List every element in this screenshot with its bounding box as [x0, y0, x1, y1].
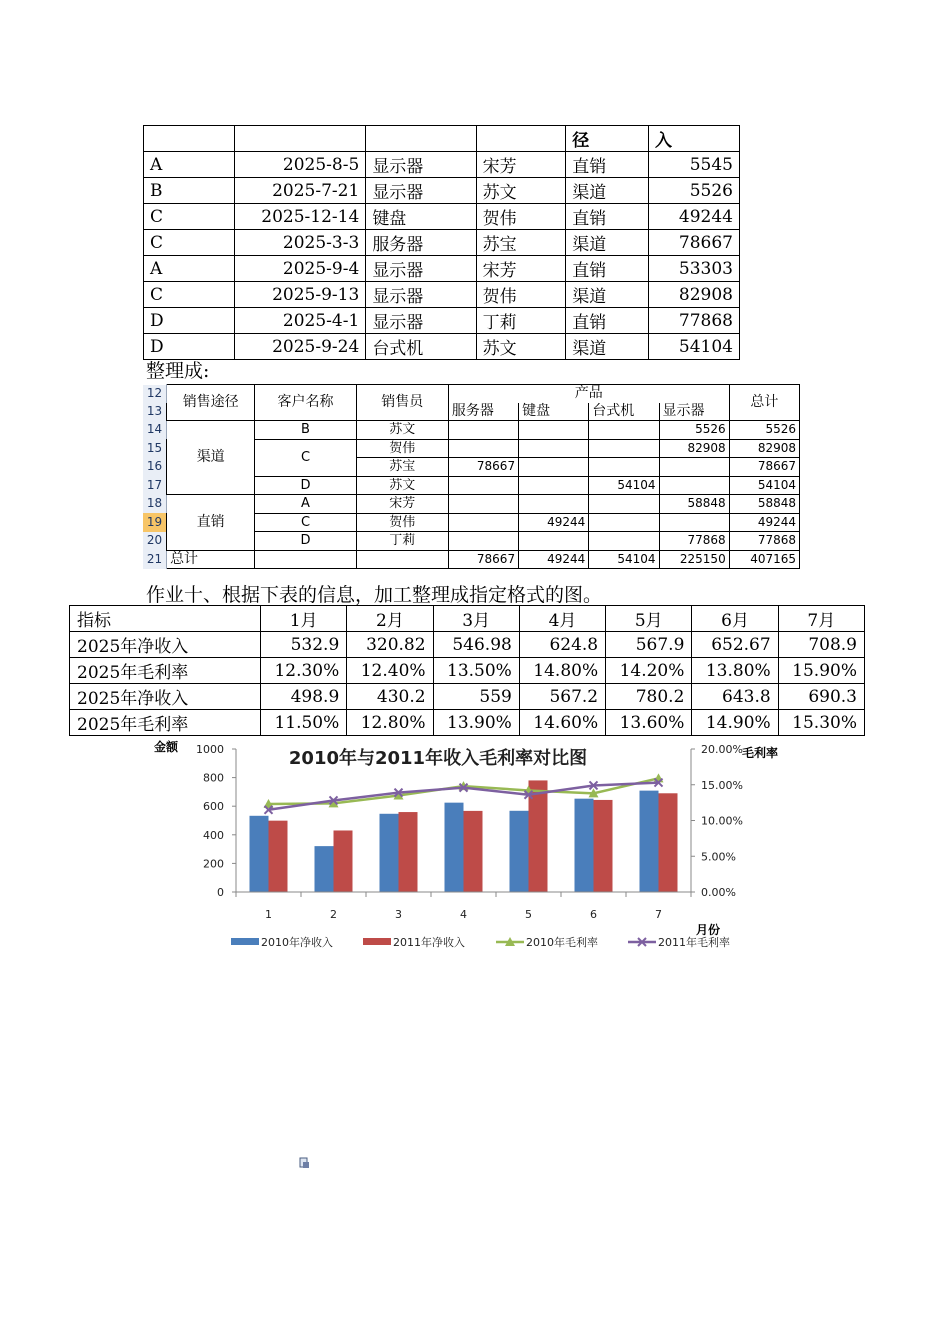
- total-cell: 78667: [729, 458, 799, 477]
- header-customer: 客户名称: [255, 385, 356, 421]
- table2-cell: 11.50%: [261, 710, 347, 736]
- row-number: 20: [143, 532, 167, 551]
- bar-series2: [594, 800, 613, 892]
- table1-cell: 直销: [566, 308, 649, 334]
- x-tick-label: 6: [590, 908, 597, 921]
- salesperson-cell: 苏宝: [356, 458, 448, 477]
- table-row: [70, 658, 865, 684]
- table1-cell: C: [144, 282, 235, 308]
- revenue-margin-table: [69, 605, 865, 736]
- table2-cell: 14.90%: [692, 710, 778, 736]
- table2-cell: 624.8: [519, 632, 605, 658]
- bar-series1: [315, 846, 334, 892]
- x-tick-label: 3: [395, 908, 402, 921]
- table2-header-cell: 5月: [606, 606, 692, 632]
- table2-cell: 532.9: [261, 632, 347, 658]
- desktop-cell: [589, 439, 659, 458]
- desktop-cell: [589, 532, 659, 551]
- total-cell: 54104: [729, 476, 799, 495]
- table1-cell: 直销: [566, 256, 649, 282]
- legend-label: 2010年净收入: [261, 936, 333, 949]
- homework-title: 作业十、根据下表的信息，加工整理成指定格式的图。: [146, 584, 603, 606]
- table1-cell: 2025-8-5: [235, 152, 366, 178]
- grand-total-label: 总计: [167, 550, 255, 569]
- table1-cell: 苏文: [476, 334, 566, 360]
- table-row: [70, 632, 865, 658]
- table-row: [70, 710, 865, 736]
- table2-cell: 559: [433, 684, 519, 710]
- revenue-margin-chart: [148, 737, 798, 959]
- channel-cell: 直销: [167, 495, 255, 551]
- table1-cell: 2025-4-1: [235, 308, 366, 334]
- desktop-cell: [589, 513, 659, 532]
- legend-swatch: [231, 938, 259, 945]
- monitor-cell: [659, 513, 729, 532]
- y-tick-label: 0: [217, 886, 224, 899]
- x-axis-label: 月份: [696, 923, 721, 937]
- x-tick-label: 5: [525, 908, 532, 921]
- table1-cell: C: [144, 204, 235, 230]
- table2-cell: 14.60%: [519, 710, 605, 736]
- table2-cell: 690.3: [778, 684, 864, 710]
- server-cell: [448, 532, 518, 551]
- table1-cell: 键盘: [366, 204, 476, 230]
- y-tick-label: 400: [203, 828, 224, 842]
- table-row: [144, 230, 740, 256]
- salesperson-cell: 苏文: [356, 421, 448, 440]
- monitor-cell: 82908: [659, 439, 729, 458]
- table1-cell: 宋芳: [476, 256, 566, 282]
- table1-cell: 苏宝: [476, 230, 566, 256]
- keyboard-cell: [519, 421, 589, 440]
- table2-cell: 652.67: [692, 632, 778, 658]
- marker-triangle: [654, 773, 664, 782]
- legend-label: 2010年毛利率: [526, 936, 598, 949]
- monitor-cell: 5526: [659, 421, 729, 440]
- desktop-cell: [589, 421, 659, 440]
- table2-cell: 320.82: [347, 632, 433, 658]
- header-total: 总计: [729, 385, 799, 421]
- table1-cell: A: [144, 256, 235, 282]
- table1-cell: 2025-12-14: [235, 204, 366, 230]
- chart-title: 2010年与2011年收入毛利率对比图: [288, 748, 588, 769]
- table2-header-cell: 3月: [433, 606, 519, 632]
- table2-cell: 708.9: [778, 632, 864, 658]
- table-row: [144, 282, 740, 308]
- table1-cell: 53303: [649, 256, 740, 282]
- table1-cell: 49244: [649, 204, 740, 230]
- table1-cell: 82908: [649, 282, 740, 308]
- table1-cell: 直销: [566, 152, 649, 178]
- table1-cell: 78667: [649, 230, 740, 256]
- header-monitor: 显示器: [659, 403, 729, 421]
- header-salesperson: 销售员: [356, 385, 448, 421]
- table2-cell: 2025年毛利率: [70, 710, 261, 736]
- x-tick-label: 1: [265, 908, 272, 921]
- bar-series1: [445, 803, 464, 892]
- arranged-label: 整理成:: [146, 360, 210, 382]
- y2-tick-label: 15.00%: [701, 778, 743, 792]
- table1-cell: 77868: [649, 308, 740, 334]
- table1-cell: 显示器: [366, 178, 476, 204]
- keyboard-cell: [519, 476, 589, 495]
- total-cell: 49244: [729, 513, 799, 532]
- table1-cell: A: [144, 152, 235, 178]
- y2-axis-label: 毛利率: [742, 746, 779, 760]
- row-number: 16: [143, 458, 167, 477]
- table2-header-cell: 7月: [778, 606, 864, 632]
- table1-cell: 54104: [649, 334, 740, 360]
- table-row: [144, 204, 740, 230]
- table1-header-cell: [144, 126, 235, 152]
- table1-cell: 渠道: [566, 230, 649, 256]
- x-tick-label: 2: [330, 908, 337, 921]
- y2-tick-label: 0.00%: [701, 886, 736, 899]
- table1-cell: D: [144, 334, 235, 360]
- row-number: 13: [143, 403, 167, 421]
- monitor-cell: 77868: [659, 532, 729, 551]
- total-cell: 5526: [729, 421, 799, 440]
- table1-header-cell: [476, 126, 566, 152]
- row-number-selected[interactable]: 19: [143, 513, 167, 532]
- table2-cell: 2025年净收入: [70, 684, 261, 710]
- table1-header-cell: 入: [649, 126, 740, 152]
- table-row: [144, 334, 740, 360]
- table-row: [144, 308, 740, 334]
- table1-header-row: [144, 126, 740, 152]
- table1-cell: C: [144, 230, 235, 256]
- y-tick-label: 600: [203, 800, 224, 814]
- table2-header-cell: 4月: [519, 606, 605, 632]
- desktop-cell: 54104: [589, 476, 659, 495]
- table2-cell: 430.2: [347, 684, 433, 710]
- total-cell: 82908: [729, 439, 799, 458]
- table2-cell: 546.98: [433, 632, 519, 658]
- bar-series1: [640, 791, 659, 892]
- y-axis-label: 金额: [154, 740, 179, 754]
- x-tick-label: 4: [460, 908, 467, 921]
- server-cell: [448, 421, 518, 440]
- table1-cell: 渠道: [566, 282, 649, 308]
- customer-cell: C: [255, 513, 356, 532]
- bar-series2: [464, 811, 483, 892]
- table2-cell: 13.60%: [606, 710, 692, 736]
- table1-cell: 贺伟: [476, 282, 566, 308]
- customer-cell: C: [255, 439, 356, 476]
- customer-cell: A: [255, 495, 356, 514]
- table2-cell: 13.90%: [433, 710, 519, 736]
- table2-cell: 14.20%: [606, 658, 692, 684]
- table2-cell: 643.8: [692, 684, 778, 710]
- salesperson-cell: 丁莉: [356, 532, 448, 551]
- grand-total-cell: 407165: [729, 550, 799, 569]
- keyboard-cell: [519, 458, 589, 477]
- table2-cell: 14.80%: [519, 658, 605, 684]
- y2-tick-label: 5.00%: [701, 850, 736, 864]
- header-desktop: 台式机: [589, 403, 659, 421]
- table2-cell: 498.9: [261, 684, 347, 710]
- monitor-cell: [659, 458, 729, 477]
- salesperson-cell: 贺伟: [356, 439, 448, 458]
- y-tick-label: 1000: [196, 743, 224, 756]
- sales-records-table: [143, 125, 740, 360]
- header-product: 产品: [448, 385, 729, 403]
- monitor-cell: 58848: [659, 495, 729, 514]
- table2-cell: 12.30%: [261, 658, 347, 684]
- table1-cell: 2025-9-13: [235, 282, 366, 308]
- keyboard-cell: [519, 532, 589, 551]
- channel-cell: 渠道: [167, 421, 255, 495]
- desktop-cell: [589, 495, 659, 514]
- row-number: 14: [143, 421, 167, 440]
- keyboard-cell: [519, 439, 589, 458]
- keyboard-cell: 49244: [519, 513, 589, 532]
- pivot-table: [143, 384, 800, 569]
- table2-cell: 13.80%: [692, 658, 778, 684]
- table2-cell: 567.2: [519, 684, 605, 710]
- salesperson-cell: 宋芳: [356, 495, 448, 514]
- empty-cell: [255, 550, 356, 569]
- y2-tick-label: 20.00%: [701, 743, 743, 756]
- table1-cell: 服务器: [366, 230, 476, 256]
- table2-header-cell: 2月: [347, 606, 433, 632]
- table1-header-cell: 径: [566, 126, 649, 152]
- table2-header-cell: 6月: [692, 606, 778, 632]
- table1-cell: B: [144, 178, 235, 204]
- table1-cell: 显示器: [366, 152, 476, 178]
- table1-cell: 2025-7-21: [235, 178, 366, 204]
- table-row: [144, 256, 740, 282]
- table-row: [144, 178, 740, 204]
- table2-cell: 15.30%: [778, 710, 864, 736]
- bar-series1: [380, 814, 399, 892]
- table2-cell: 2025年净收入: [70, 632, 261, 658]
- customer-cell: B: [255, 421, 356, 440]
- table1-cell: 苏文: [476, 178, 566, 204]
- bar-series1: [575, 799, 594, 892]
- table2-cell: 15.90%: [778, 658, 864, 684]
- legend-label: 2011年毛利率: [658, 936, 730, 949]
- header-channel: 销售途径: [167, 385, 255, 421]
- server-cell: [448, 476, 518, 495]
- salesperson-cell: 苏文: [356, 476, 448, 495]
- desktop-cell: [589, 458, 659, 477]
- header-server: 服务器: [448, 403, 518, 421]
- header-keyboard: 键盘: [519, 403, 589, 421]
- table1-cell: D: [144, 308, 235, 334]
- table2-cell: 2025年毛利率: [70, 658, 261, 684]
- monitor-total-cell: 225150: [659, 550, 729, 569]
- total-cell: 58848: [729, 495, 799, 514]
- table2-cell: 12.40%: [347, 658, 433, 684]
- table-row: [70, 684, 865, 710]
- legend-swatch: [363, 938, 391, 945]
- table1-cell: 2025-3-3: [235, 230, 366, 256]
- keyboard-cell: [519, 495, 589, 514]
- table1-cell: 2025-9-4: [235, 256, 366, 282]
- server-cell: 78667: [448, 458, 518, 477]
- table2-header-cell: 指标: [70, 606, 261, 632]
- table1-cell: 渠道: [566, 334, 649, 360]
- bar-series2: [334, 830, 353, 892]
- legend-label: 2011年净收入: [393, 936, 465, 949]
- row-number: 18: [143, 495, 167, 514]
- keyboard-total-cell: 49244: [519, 550, 589, 569]
- server-cell: [448, 439, 518, 458]
- row-number: 17: [143, 476, 167, 495]
- bar-series2: [269, 821, 288, 892]
- table1-cell: 显示器: [366, 308, 476, 334]
- row-number: 12: [143, 385, 167, 403]
- table1-cell: 显示器: [366, 256, 476, 282]
- desktop-total-cell: 54104: [589, 550, 659, 569]
- monitor-cell: [659, 476, 729, 495]
- table2-cell: 567.9: [606, 632, 692, 658]
- small-document-icon[interactable]: [299, 1157, 310, 1169]
- table2-header-cell: 1月: [261, 606, 347, 632]
- y-tick-label: 800: [203, 771, 224, 785]
- bar-series1: [250, 816, 269, 892]
- table1-cell: 渠道: [566, 178, 649, 204]
- table2-cell: 12.80%: [347, 710, 433, 736]
- table1-cell: 贺伟: [476, 204, 566, 230]
- bar-series1: [510, 811, 529, 892]
- table-row: [144, 152, 740, 178]
- table1-cell: 台式机: [366, 334, 476, 360]
- table1-cell: 宋芳: [476, 152, 566, 178]
- table2-cell: 780.2: [606, 684, 692, 710]
- table2-cell: 13.50%: [433, 658, 519, 684]
- salesperson-cell: 贺伟: [356, 513, 448, 532]
- table1-cell: 5545: [649, 152, 740, 178]
- table1-cell: 丁莉: [476, 308, 566, 334]
- table1-cell: 5526: [649, 178, 740, 204]
- table1-cell: 显示器: [366, 282, 476, 308]
- y2-tick-label: 10.00%: [701, 814, 743, 828]
- table1-cell: 直销: [566, 204, 649, 230]
- customer-cell: D: [255, 532, 356, 551]
- server-cell: [448, 495, 518, 514]
- table1-cell: 2025-9-24: [235, 334, 366, 360]
- bar-series2: [399, 812, 418, 892]
- table1-header-cell: [235, 126, 366, 152]
- row-number: 15: [143, 439, 167, 458]
- server-cell: [448, 513, 518, 532]
- bar-series2: [659, 793, 678, 892]
- y-tick-label: 200: [203, 857, 224, 871]
- total-cell: 77868: [729, 532, 799, 551]
- customer-cell: D: [255, 476, 356, 495]
- server-total-cell: 78667: [448, 550, 518, 569]
- table2-header-row: [70, 606, 865, 632]
- table1-header-cell: [366, 126, 476, 152]
- empty-cell: [356, 550, 448, 569]
- x-tick-label: 7: [655, 908, 662, 921]
- row-number: 21: [143, 550, 167, 569]
